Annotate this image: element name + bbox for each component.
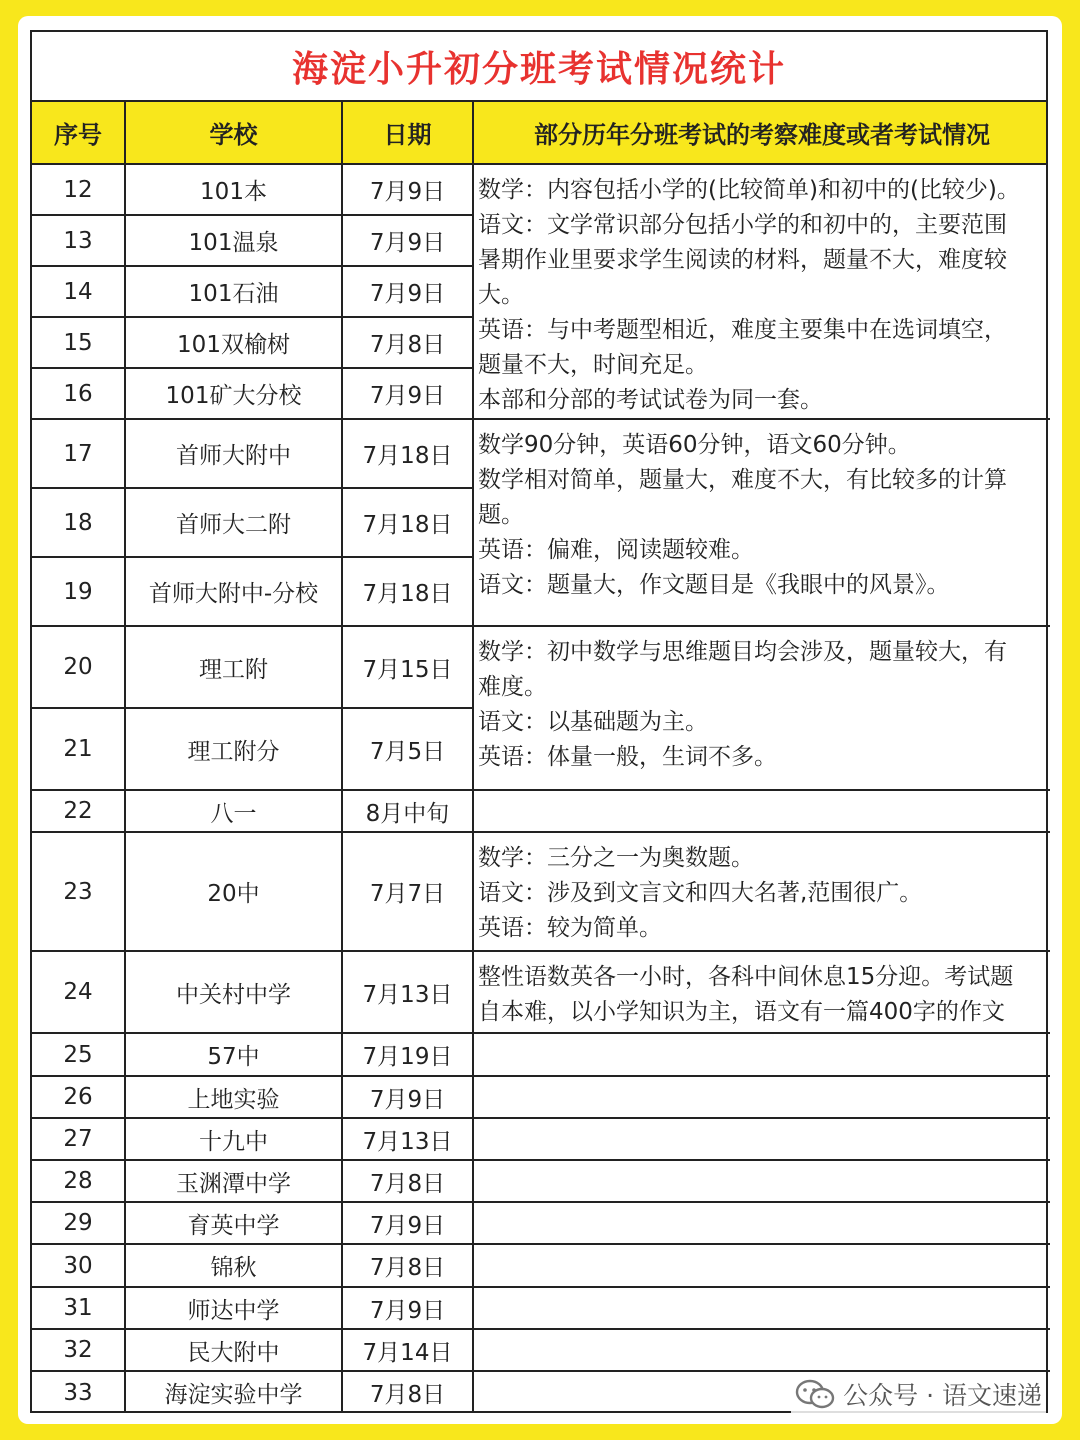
school-name: 101石油 (126, 267, 343, 318)
notes-cell (474, 1203, 1050, 1245)
notes-cell (474, 1330, 1050, 1372)
row-number: 23 (32, 833, 126, 952)
row-number: 14 (32, 267, 126, 318)
row-number: 33 (32, 1372, 126, 1413)
row-number: 13 (32, 216, 126, 267)
school-name: 师达中学 (126, 1288, 343, 1330)
notes-line: 本部和分部的考试试卷为同一套。 (478, 387, 823, 413)
watermark-text: 公众号 · 语文速递 (843, 1381, 1042, 1410)
exam-date: 7月9日 (343, 369, 474, 420)
notes-line: 整性语数英各一小时，各科中间休息15分迎。考试题 (478, 964, 1014, 990)
row-number: 24 (32, 952, 126, 1034)
school-name: 101双榆树 (126, 318, 343, 369)
notes-cell (474, 165, 1050, 420)
exam-date: 7月19日 (343, 1034, 474, 1077)
wechat-icon (795, 1379, 835, 1409)
row-number: 28 (32, 1161, 126, 1203)
notes-line: 英语：体量一般，生词不多。 (478, 744, 777, 770)
exam-date: 7月8日 (343, 1245, 474, 1288)
exam-date: 7月5日 (343, 709, 474, 791)
header-school: 学校 (126, 102, 343, 163)
row-number: 27 (32, 1119, 126, 1161)
row-number: 19 (32, 558, 126, 627)
exam-date: 7月18日 (343, 558, 474, 627)
row-number: 12 (32, 165, 126, 216)
notes-line: 数学：内容包括小学的(比较简单)和初中的(比较少)。 (478, 177, 1020, 203)
notes-cell (474, 1119, 1050, 1161)
exam-date: 7月9日 (343, 1288, 474, 1330)
school-name: 57中 (126, 1034, 343, 1077)
school-name: 首师大二附 (126, 489, 343, 558)
exam-date: 7月8日 (343, 318, 474, 369)
row-number: 20 (32, 627, 126, 709)
row-number: 32 (32, 1330, 126, 1372)
notes-cell (474, 1288, 1050, 1330)
school-name: 理工附 (126, 627, 343, 709)
notes-line: 英语：偏难，阅读题较难。 (478, 537, 754, 563)
exam-date: 7月14日 (343, 1330, 474, 1372)
school-name: 育英中学 (126, 1203, 343, 1245)
school-name: 中关村中学 (126, 952, 343, 1034)
notes-line: 数学：三分之一为奥数题。 (478, 845, 754, 871)
notes-cell (474, 1245, 1050, 1288)
exam-date: 7月8日 (343, 1372, 474, 1413)
notes-cell (474, 791, 1050, 833)
school-name: 锦秋 (126, 1245, 343, 1288)
notes-line: 语文：涉及到文言文和四大名著,范围很广。 (478, 880, 923, 906)
school-name: 首师大附中-分校 (126, 558, 343, 627)
notes-line: 题量不大，时间充足。 (478, 352, 708, 378)
school-name: 八一 (126, 791, 343, 833)
watermark (791, 1374, 1046, 1414)
row-number: 26 (32, 1077, 126, 1119)
notes-line: 自本难，以小学知识为主，语文有一篇400字的作文 (478, 999, 1005, 1025)
notes-line: 题。 (478, 502, 524, 528)
notes-line: 暑期作业里要求学生阅读的材料，题量不大，难度较 (478, 247, 1007, 273)
notes-line: 数学90分钟，英语60分钟，语文60分钟。 (478, 432, 911, 458)
school-name: 海淀实验中学 (126, 1372, 343, 1413)
notes-cell (474, 627, 1050, 791)
row-number: 18 (32, 489, 126, 558)
school-name: 十九中 (126, 1119, 343, 1161)
exam-date: 7月15日 (343, 627, 474, 709)
school-name: 20中 (126, 833, 343, 952)
row-number: 17 (32, 420, 126, 489)
row-number: 31 (32, 1288, 126, 1330)
school-name: 理工附分 (126, 709, 343, 791)
row-number: 16 (32, 369, 126, 420)
school-name: 101矿大分校 (126, 369, 343, 420)
notes-cell (474, 1034, 1050, 1077)
notes-line: 难度。 (478, 674, 547, 700)
notes-line: 数学相对简单，题量大，难度不大，有比较多的计算 (478, 467, 1007, 493)
header-date: 日期 (343, 102, 474, 163)
exam-date: 7月9日 (343, 165, 474, 216)
school-name: 101温泉 (126, 216, 343, 267)
notes-line: 语文：题量大，作文题目是《我眼中的风景》。 (478, 572, 950, 598)
header-number: 序号 (32, 102, 126, 163)
row-number: 21 (32, 709, 126, 791)
row-number: 22 (32, 791, 126, 833)
page-title: 海淀小升初分班考试情况统计 (32, 32, 1046, 102)
notes-line: 语文：文学常识部分包括小学的和初中的，主要范围 (478, 212, 1007, 238)
exam-date: 8月中旬 (343, 791, 474, 833)
school-name: 上地实验 (126, 1077, 343, 1119)
exam-date: 7月9日 (343, 267, 474, 318)
notes-cell (474, 952, 1050, 1034)
exam-table (30, 30, 1048, 1413)
school-name: 玉渊潭中学 (126, 1161, 343, 1203)
school-name: 101本 (126, 165, 343, 216)
notes-line: 英语：与中考题型相近，难度主要集中在选词填空， (478, 317, 1007, 343)
notes-cell (474, 1077, 1050, 1119)
row-number: 25 (32, 1034, 126, 1077)
exam-date: 7月18日 (343, 489, 474, 558)
exam-date: 7月7日 (343, 833, 474, 952)
row-number: 30 (32, 1245, 126, 1288)
exam-date: 7月13日 (343, 952, 474, 1034)
exam-date: 7月9日 (343, 1203, 474, 1245)
notes-line: 大。 (478, 282, 524, 308)
header-notes: 部分历年分班考试的考察难度或者考试情况 (534, 121, 990, 149)
row-number: 15 (32, 318, 126, 369)
row-number: 29 (32, 1203, 126, 1245)
school-name: 民大附中 (126, 1330, 343, 1372)
notes-cell (474, 1161, 1050, 1203)
notes-line: 数学：初中数学与思维题目均会涉及，题量较大，有 (478, 639, 1007, 665)
school-name: 首师大附中 (126, 420, 343, 489)
notes-line: 英语：较为简单。 (478, 915, 662, 941)
exam-date: 7月13日 (343, 1119, 474, 1161)
notes-cell (474, 833, 1050, 952)
notes-line: 语文：以基础题为主。 (478, 709, 708, 735)
exam-date: 7月9日 (343, 1077, 474, 1119)
exam-date: 7月8日 (343, 1161, 474, 1203)
exam-date: 7月9日 (343, 216, 474, 267)
notes-cell (474, 420, 1050, 627)
exam-date: 7月18日 (343, 420, 474, 489)
table-header (32, 102, 1046, 165)
